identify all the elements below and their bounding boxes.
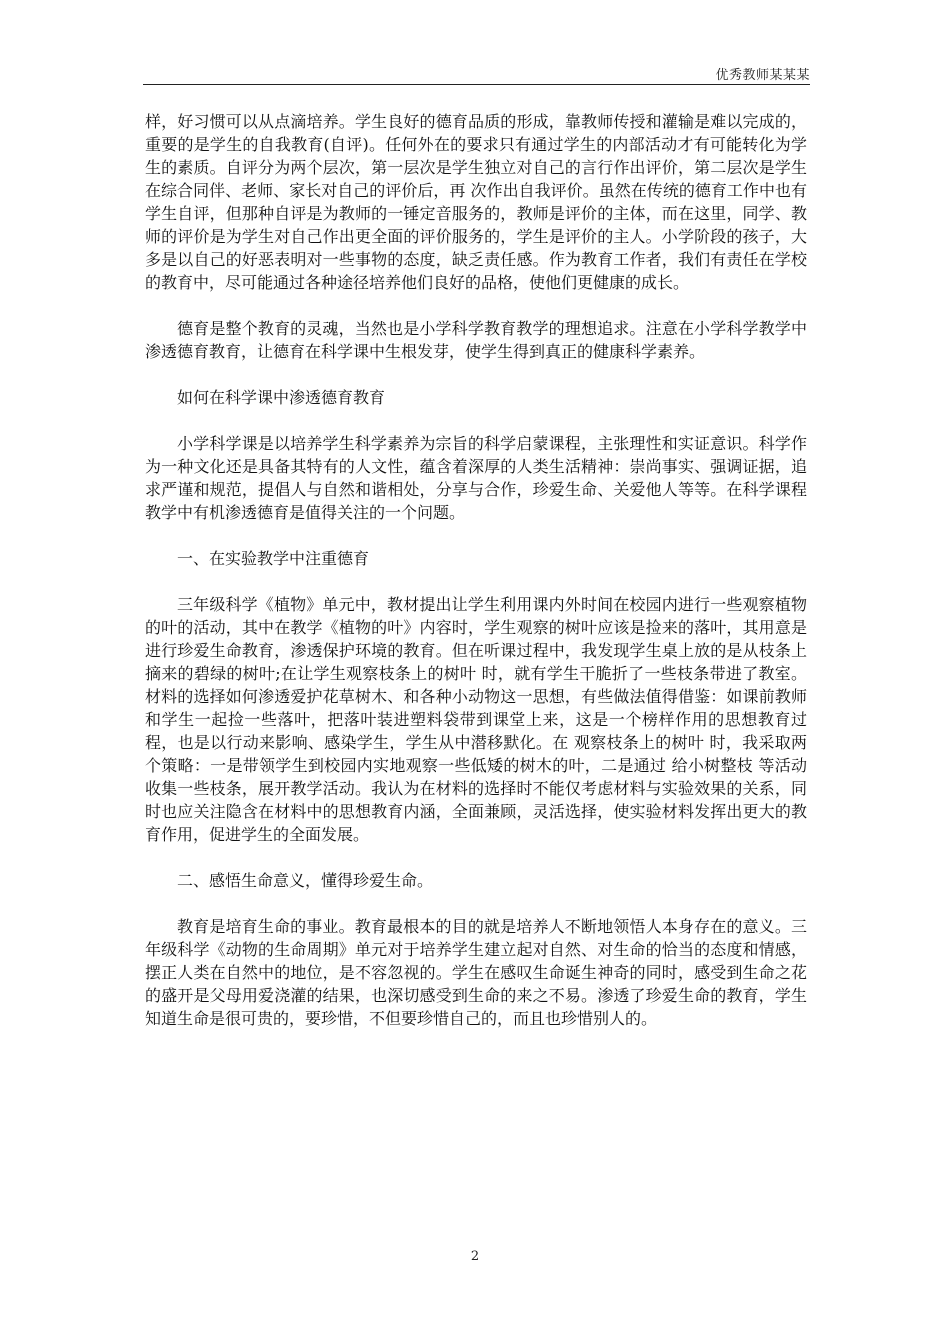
paragraph-plant-unit: 三年级科学《植物》单元中，教材提出让学生利用课内外时间在校园内进行一些观察植物的叶的活动，其中在教学《植物的叶》内容时，学生观察的树叶应该是捡来的落叶，其用意是进行珍爱生命教育，渗透保护环境的教育。但在听课过程中，我发现学生桌上放的是从枝条上摘来的碧绿的树叶;在让学生观察枝条上的树叶 时，就有学生干脆折了一些枝条带进了教室。材料的选择如何渗透爱护花草树木、和各种小动物这一思想，有些做法值得借鉴：如课前教师和学生一起捡一些落叶，把落叶装进塑料袋带到课堂上来，这是一个榜样作用的思想教育过程，也是以行动来影响、感染学生，学生从中潜移默化。在 观察枝条上的树叶 时，我采取两个策略：一是带领学生到校园内实地观察一些低矮的树木的叶，二是通过 给小树整枝 等活动收集一些枝条，展开教学活动。我认为在材料的选择时不能仅考虑材料与实验效果的关系，同时也应关注隐含在材料中的思想教育内涵，全面兼顾，灵活选择，使实验材料发挥出更大的教育作用，促进学生的全面发展。 [145, 595, 807, 844]
paragraph-moral-education-soul: 德育是整个教育的灵魂，当然也是小学科学教育教学的理想追求。注意在小学科学教学中渗透德育教育，让德育在科学课中生根发芽，使学生得到真正的健康科学素养。 [145, 319, 807, 361]
document-body [145, 110, 807, 1053]
page-header-title: 优秀教师某某某 [715, 68, 810, 83]
paragraph-life-education: 教育是培育生命的事业。教育最根本的目的就是培养人不断地领悟人本身存在的意义。三年级科学《动物的生命周期》单元对于培养学生建立起对自然、对生命的恰当的态度和情感，摆正人类在自然中的地位，是不容忽视的。学生在感叹生命诞生神奇的同时，感受到生命之花的盛开是父母用爱浇灌的结果，也深切感受到生命的来之不易。渗透了珍爱生命的教育，学生知道生命是很可贵的，要珍惜，不但要珍惜自己的，而且也珍惜别人的。 [145, 917, 807, 1028]
section-heading-how-to-integrate: 如何在科学课中渗透德育教育 [177, 388, 386, 407]
header-divider [143, 84, 810, 85]
section-heading-experiment-teaching: 一、在实验教学中注重德育 [177, 549, 370, 568]
paragraph-continuation: 样，好习惯可以从点滴培养。学生良好的德育品质的形成，靠教师传授和灌输是难以完成的，重要的是学生的自我教育(自评)。任何外在的要求只有通过学生的内部活动才有可能转化为学生的素质。自评分为两个层次，第一层次是学生独立对自己的言行作出评价，第二层次是学生在综合同伴、老师、家长对自己的评价后，再 次作出自我评价。虽然在传统的德育工作中也有学生自评，但那种自评是为教师的一锤定音服务的，教师是评价的主体，而在这里，同学、教师的评价是为学生对自己作出更全面的评价服务的，学生是评价的主人。小学阶段的孩子，大多是以自己的好恶表明对一些事物的态度，缺乏责任感。作为教育工作者，我们有责任在学校的教育中，尽可能通过各种途径培养他们良好的品格，使他们更健康的成长。 [145, 112, 807, 292]
page-number: 2 [470, 1249, 480, 1264]
section-heading-cherish-life: 二、感悟生命意义，懂得珍爱生命。 [177, 871, 434, 890]
paragraph-science-course: 小学科学课是以培养学生科学素养为宗旨的科学启蒙课程，主张理性和实证意识。科学作为一种文化还是具备其特有的人文性，蕴含着深厚的人类生活精神：崇尚事实、强调证据，追求严谨和规范，提倡人与自然和谐相处，分享与合作，珍爱生命、关爱他人等等。在科学课程教学中有机渗透德育是值得关注的一个问题。 [145, 434, 807, 522]
